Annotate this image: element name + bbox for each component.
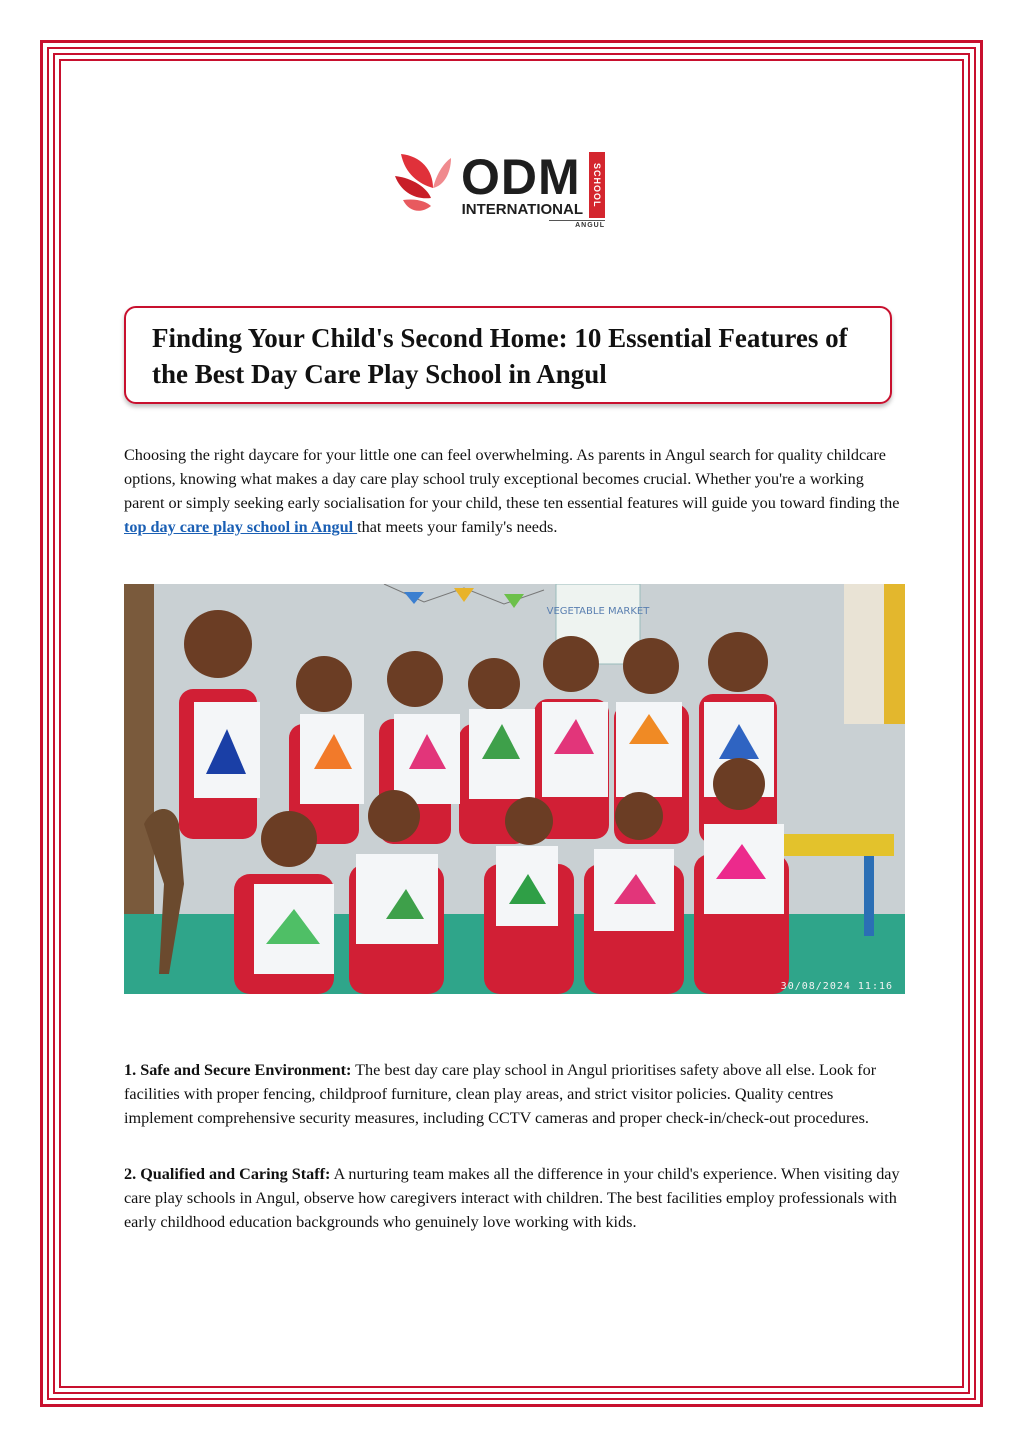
sign-text: VEGETABLE MARKET [546,606,650,617]
feature-1 [124,1058,904,1130]
feature-1-heading: 1. Safe and Secure Environment: [124,1061,352,1079]
school-link[interactable]: top day care play school in Angul [124,518,358,536]
feature-2-heading: 2. Qualified and Caring Staff: [124,1165,331,1183]
butterfly-logo-icon [393,148,453,232]
children-with-paper-umbrellas-image [124,584,905,994]
logo-school-tag: SCHOOL [589,152,605,218]
feature-2-text: A nurturing team makes all the difference in your child's experience. When visiting day care play schools in Angul, observe how caregivers interact with children. The best facilities employ professionals with early childhood education backgrounds who genuinely love working with kids. [124,1165,900,1231]
title-box [124,306,892,404]
classroom-photo [124,584,905,994]
logo-location-tag: ANGUL [549,220,605,231]
photo-timestamp: 30/08/2024 11:16 [780,981,893,992]
intro-text-end: that meets your family's needs. [357,518,558,536]
logo-wordmark: ODM [461,149,581,205]
page-title: Finding Your Child's Second Home: 10 Essential Features of the Best Day Care Play School in Angul [152,323,848,389]
feature-2 [124,1162,904,1234]
intro-text: Choosing the right daycare for your little one can feel overwhelming. As parents in Angul search for quality childcare options, knowing what makes a day care play school truly exceptional becomes crucial. Whether you're a working parent or simply seeking early socialisation for your child, these ten essential features will guide you toward finding the [124,446,900,512]
school-logo [393,148,623,232]
intro-paragraph [124,443,904,539]
logo-subtitle: INTERNATIONAL [461,201,583,218]
feature-1-text: The best day care play school in Angul prioritises safety above all else. Look for facilities with proper fencing, childproof furniture, clean play areas, and strict visitor policies. Quality centres implement comprehensive security measures, including CCTV cameras and proper check-in/check-out procedures. [124,1061,877,1127]
